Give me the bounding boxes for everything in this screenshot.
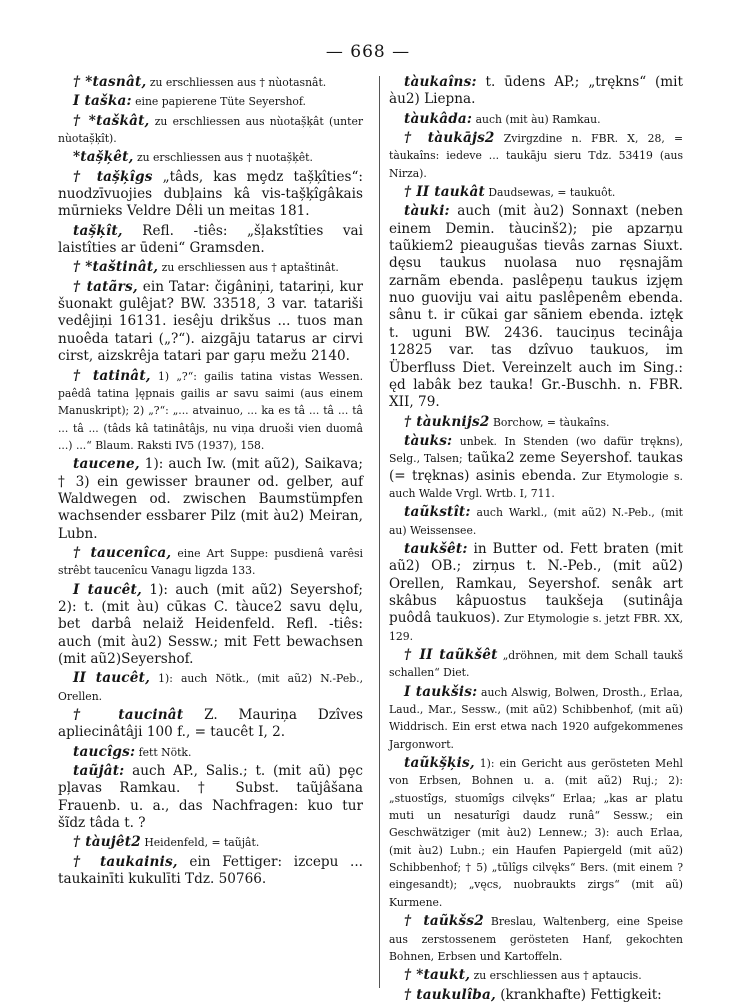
entry-note: unbek. In Stenden (wo dafür trękns), Selg., Talsen; bbox=[389, 434, 683, 466]
entry-definition: in Butter od. Fett braten (mit aũ2) OB.; zirņus t. N.-Peb., (mit aũ2) Orellen, Ramkau, Seyershof. senâk art skâbus kâpuostus taukšeja (sutinâja puôdâ taukuos). bbox=[389, 540, 683, 627]
entry-headword: † tatãrs, bbox=[73, 278, 138, 295]
entry-headword: † *tasnât, bbox=[73, 74, 147, 90]
entry-note: eine papierene Tüte Seyershof. bbox=[131, 95, 306, 109]
entry-note: Zur Etymologie s. auch Walde Vrgl. Wrtb. I, 711. bbox=[389, 469, 683, 500]
entry-note: „dröhnen, mit dem Schall taukš schallen“ Diet. bbox=[389, 649, 683, 680]
entry-note: auch Warkl., (mit aũ2) N.-Peb., (mit au) Weissensee. bbox=[389, 506, 683, 537]
entry-note: Zur Etymologie s. jetzt FBR. XX, 129. bbox=[389, 612, 684, 643]
page-number: — 668 — bbox=[325, 42, 411, 62]
entry-note: Zvirgzdine n. FBR. X, 28, = tàukaîns: iedeve ... taukāju sieru Tdz. 53419 (aus Nirza). bbox=[389, 132, 683, 180]
entry-headword: tàukaîns: bbox=[404, 74, 477, 90]
entry-note: auch Alswig, Bolwen, Drosth., Erlaa, Laud., Mar., Sessw., (mit aũ2) Schibbenhof, (mit aũ) Widdrisch. Ein erst etwa nach 1920 aufgekommenes Jargonwort. bbox=[389, 685, 683, 751]
entry-headword: † *taukt, bbox=[404, 967, 471, 984]
entry-headword: † *taškât, bbox=[73, 112, 150, 129]
entry-headword: I taška: bbox=[73, 93, 132, 110]
dictionary-entry bbox=[58, 74, 363, 91]
entry-headword: tàukâda: bbox=[404, 110, 473, 127]
dictionary-entry bbox=[58, 744, 363, 761]
entry-definition: auch AP., Salis.; t. (mit aũ) pȩc pļavas Ramkau. † Subst. taũjâšana Frauenb. u. a., das Nachfragen: kuo tur šĩdz tâda t. ? bbox=[58, 763, 363, 832]
dictionary-entry bbox=[389, 111, 683, 128]
dictionary-entry bbox=[389, 414, 683, 431]
entry-note: fett Nötk. bbox=[135, 745, 192, 759]
entry-note: 1): ein Gericht aus gerösteten Mehl von Erbsen, Bohnen u. a. (mit aũ2) Ruj.; 2): „stuostîgs, stuomîgs cilvęks“ Erlaa; „kas ar platu muti un nesaturîgi daudz runâ“ Sessw.; ein Geschwätziger (mit àu2) Lennew.; 3): auch Erlaa, (mit àu2) Lubn.; ein Haufen Papiergeld (mit aũ2) Schibbenhof; † 5) „tūlîgs cilvęks“ Bers. (mit einem ? eingesandt); „vęcs, nuobraukts zirgs“ (mit aũ) Kurmene. bbox=[389, 757, 683, 909]
entry-note: zu erschliessen aus † nuotaș̌ķêt. bbox=[133, 151, 313, 165]
entry-headword: † tàukājs2 bbox=[404, 130, 495, 147]
dictionary-entry bbox=[58, 582, 363, 669]
entry-headword: † tàujêt2 bbox=[73, 834, 141, 851]
entry-headword: † II taukât bbox=[404, 184, 485, 201]
entry-headword: † taũkšs2 bbox=[404, 913, 484, 930]
entry-headword: † II taũkšêt bbox=[404, 647, 498, 663]
entry-note: zu erschliessen aus nùotaș̌ķât (unter nùotaș̌ķît). bbox=[58, 114, 363, 146]
entry-note: zu erschliessen aus † aptaštinât. bbox=[158, 261, 339, 275]
entry-headword: I taukšis: bbox=[404, 683, 478, 700]
dictionary-entry bbox=[58, 834, 363, 851]
entry-headword: taukšêt: bbox=[404, 540, 468, 557]
dictionary-entry bbox=[58, 149, 363, 166]
entry-headword: † taucenîca, bbox=[73, 544, 172, 561]
entry-headword: taũjât: bbox=[73, 763, 125, 780]
dictionary-entry bbox=[389, 203, 683, 411]
entry-definition: Z. Mauriņa Dzîves apliecinâtâji 100 f., = taucêt I, 2. bbox=[58, 707, 363, 741]
entry-headword: taucene, bbox=[73, 456, 140, 473]
entry-definition: „tâds, kas mȩdz taș̌ķîties“: nuodzīvuojies dubļains kâ vis-taș̌ķîgâkais mūrnieks Veldre Dêli un meitas 181. bbox=[58, 168, 364, 220]
entry-headword: taũkstît: bbox=[404, 504, 471, 521]
dictionary-entry bbox=[389, 504, 683, 539]
entry-headword: *taș̌ķêt, bbox=[73, 149, 134, 166]
dictionary-entry bbox=[58, 259, 363, 276]
dictionary-entry bbox=[58, 169, 363, 221]
dictionary-entry bbox=[58, 456, 363, 543]
entry-headword: † taukulîba, bbox=[404, 986, 496, 1003]
entry-note: Borchow, = tàukaîns. bbox=[489, 415, 610, 429]
dictionary-entry bbox=[389, 184, 683, 201]
entry-note: Daudsewas, = taukuôt. bbox=[484, 186, 616, 200]
dictionary-entry bbox=[58, 279, 363, 366]
entry-headword: taũkș̌ķis, bbox=[404, 755, 475, 772]
entry-note: auch (mit àu) Ramkau. bbox=[472, 112, 601, 126]
entry-definition: ein Tatar: čigâniņi, tatariņi, kur šuonakt gulêjat? BW. 33518, 3 var. tatariši vedêjiņi 16131. iesêju drikšus ... tuos man nuoêda tatari („?“). aizgāju tatarus ar cirvi cirst, aizskrêja tatari par gaŗu mežu 2140. bbox=[58, 278, 363, 365]
entry-headword: † taș̌ķîgs bbox=[73, 168, 153, 185]
dictionary-entry bbox=[58, 223, 363, 258]
entry-headword: taucîgs: bbox=[73, 743, 136, 760]
entry-note: Breslau, Waltenberg, eine Speise aus zerstossenem gerösteten Hanf, gekochten Bohnen, Erbsen und Kartoffeln. bbox=[389, 915, 683, 963]
entry-headword: taș̌ķît, bbox=[73, 222, 123, 239]
entry-headword: II taucêt, bbox=[73, 670, 151, 687]
entry-note: Heidenfeld, = taũjât. bbox=[140, 836, 260, 850]
dictionary-entry bbox=[58, 854, 363, 889]
entry-note: zu erschliessen aus † nùotasnât. bbox=[146, 76, 327, 89]
entry-headword: tàuki: bbox=[404, 203, 450, 220]
entry-definition: 1): auch Iw. (mit aũ2), Saikava; † 3) ein gewisser brauner od. gelber, auf Waldwegen od. zwischen Baumstümpfen wachsender essbarer Pilz (mit àu2) Meiran, Lubn. bbox=[58, 456, 363, 542]
dictionary-entry bbox=[389, 913, 683, 965]
entry-headword: I taucêt, bbox=[73, 581, 142, 598]
dictionary-entry bbox=[389, 74, 683, 109]
entry-definition: auch (mit àu2) Sonnaxt (neben einem Demin. tàucinš2); pie apzarņu taũkiem2 pieaugušas tievâs zarnas Siuxt. dęsu taukus nuolasa nuo ręsnajãm zarnãm ebenda. paslêpeņu taukus izjęm nuo guoviju vai aitu paslêpenêm ebenda. sânu t. ir cũkai gar sãniem ebenda. iztęk t. uguni BW. 2436. tauciņus tecinâja 12825 var. tas dzîvuo taukuos, im Überfluss Diet. Vereinzelt auch im Sing.: ęd labâk bez tauka! Gr.-Buschh. n. FBR. XII, 79. bbox=[389, 203, 683, 411]
dictionary-entry bbox=[58, 707, 363, 742]
dictionary-entry bbox=[58, 763, 363, 832]
entry-headword: † tàuknijs2 bbox=[404, 413, 490, 430]
dictionary-entry bbox=[58, 93, 363, 110]
entry-headword: † taucinât bbox=[73, 707, 184, 724]
entry-note: eine Art Suppe: pusdienâ varêsi strêbt taucenîcu Vanagu ligzda 133. bbox=[58, 546, 363, 578]
entry-definition: (krankhafte) Fettigkeit: bbox=[495, 986, 662, 1003]
entry-note: zu erschliessen aus † aptaucis. bbox=[470, 969, 642, 983]
dictionary-entry bbox=[58, 113, 363, 148]
entry-headword: tàuks: bbox=[404, 432, 453, 449]
entry-note: 1) „?“: gailis tatina vistas Wessen. paêdâ tatina ļępnais gailis ar savu saimi (aus einem Manuskript); 2) „?“: „... atvainuo, ... ka es tâ ... tâ ... tâ ... tâ ... (tâds kâ tatinâtâjs, nu viņa druoši vien duomâ ...) ...“ Blaum. Raksti IV5 (1937), 158. bbox=[58, 369, 363, 452]
dictionary-entry bbox=[389, 130, 683, 182]
entry-definition: t. ūdens AP.; „trękns“ (mit àu2) Liepna. bbox=[389, 74, 683, 108]
entry-definition: ein Fettiger: izcepu ... taukainīti kukulīti Tdz. 50766. bbox=[58, 853, 363, 888]
dictionary-entry bbox=[389, 967, 683, 984]
entry-note: 1): auch Nötk., (mit aũ2) N.-Peb., Orellen. bbox=[58, 672, 363, 703]
dictionary-entry bbox=[389, 433, 683, 502]
entry-definition: Refl. -tiês: „šļakstîties vai laistîties ar ūdeni“ Gramsden. bbox=[58, 222, 363, 257]
entry-headword: † taukainis, bbox=[73, 853, 178, 870]
dictionary-entry bbox=[389, 647, 683, 682]
right-column bbox=[389, 74, 683, 1006]
entry-definition: taũka2 zeme Seyershof. taukas (= tręknas) asinis ebenda. bbox=[389, 450, 683, 484]
column-divider bbox=[379, 76, 380, 988]
dictionary-entry bbox=[389, 987, 683, 1004]
entry-headword: † tatinât, bbox=[73, 367, 151, 384]
dictionary-entry bbox=[389, 684, 683, 753]
dictionary-entry bbox=[389, 541, 683, 645]
dictionary-entry bbox=[58, 670, 363, 705]
dictionary-entry bbox=[389, 755, 683, 911]
entry-headword: † *taštinât, bbox=[73, 259, 159, 276]
dictionary-entry bbox=[58, 545, 363, 580]
left-column bbox=[58, 74, 363, 890]
dictionary-entry bbox=[58, 368, 363, 455]
entry-definition: 1): auch (mit aũ2) Seyershof; 2): t. (mit àu) cūkas C. tàuce2 savu dęlu, bet darbâ nelaiž Heidenfeld. Refl. -tiês: auch (mit àu2) Sessw.; mit Fett bewachsen (mit aũ2)Seyershof. bbox=[58, 581, 363, 667]
